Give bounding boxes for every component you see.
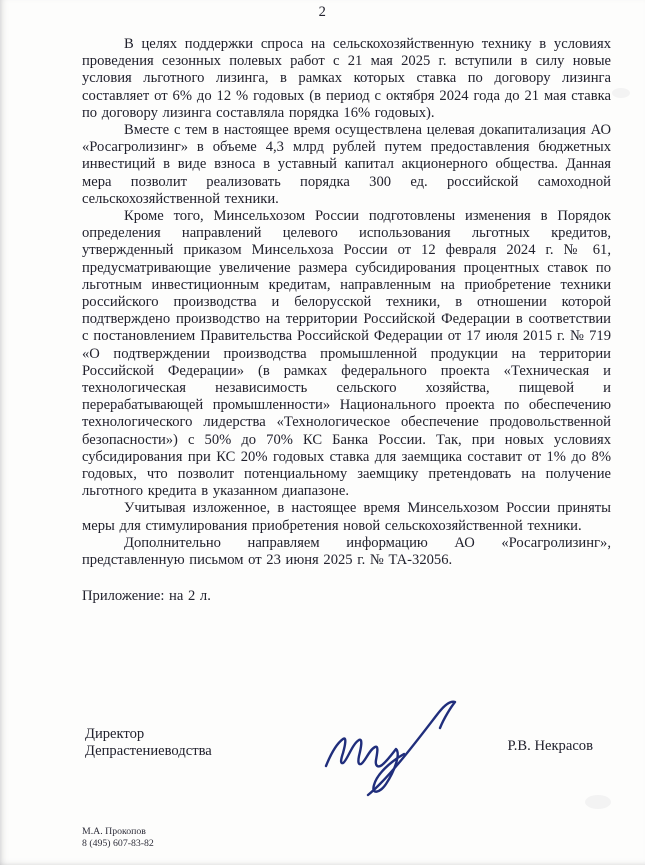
scan-smudge — [612, 88, 630, 98]
letter-body — [82, 36, 611, 606]
executor-phone: 8 (495) 607-83-82 — [82, 837, 154, 849]
attachment-note: Приложение: на 2 л. — [82, 588, 211, 605]
executor-footer — [82, 826, 154, 849]
body-paragraph: Учитывая изложенное, в настоящее время Минсельхозом России приняты меры для стимулирования приобретения новой сельскохозяйственной техники. — [82, 500, 611, 534]
body-paragraph: Вместе с тем в настоящее время осуществлена целевая докапитализация АО «Росагролизинг» в объеме 4,3 млрд рублей путем предоставления бюджетных инвестиций в виде взноса в уставный капитал акционерного общества. Данная мера позволит реализовать порядка 300 ед. российской самоходной сельскохозяйственной техники. — [82, 122, 611, 207]
signer-name: Р.В. Некрасов — [507, 738, 593, 754]
signer-position-line1: Директор — [85, 726, 145, 742]
executor-name: М.А. Прокопов — [82, 826, 146, 837]
signer-position — [85, 726, 212, 760]
signer-position-line2: Депрастениеводства — [85, 743, 212, 759]
page-number: 2 — [318, 4, 327, 20]
scan-smudge — [585, 795, 611, 809]
body-paragraph: Дополнительно направляем информацию АО «Росагролизинг», представленную письмом от 23 июня 2025 г. № ТА-32056. — [82, 534, 611, 569]
body-paragraph: Кроме того, Минсельхозом России подготовлены изменения в Порядок определения направлений целевого использования льготных кредитов, утвержденный приказом Минсельхоза России от 12 февраля 2024 г. № 61, предусматривающие увеличение размера субсидирования процентных ставок по льготным инвестиционным кредитам, направленным на приобретение техники российского производства и белорусской техники, в отношении которой подтверждено производство на территории Российской Федерации в соответствии с постановлением Правительства Российской Федерации от 17 июля 2015 г. № 719 «О подтверждении производства промышленной продукции на территории Российской Федерации» (в рамках федерального проекта «Техническая и технологическая независимость сельского хозяйства, пищевой и перерабатывающей промышленности» Национального проекта по обеспечению технологического лидерства «Технологическое обеспечение продовольственной безопасности») с 50% до 70% КС Банка России. Так, при новых условиях субсидирования при КС 20% годовых ставка для заемщика составит от 1% до 8% годовых, что позволит потенциальному заемщику претендовать на получение льготного кредита в указанном диапазоне. — [82, 208, 611, 500]
body-paragraph: В целях поддержки спроса на сельскохозяйственную технику в условиях проведения сезонных полевых работ с 21 мая 2025 г. вступили в силу новые условия льготного лизинга, в рамках которых ставка по договору лизинга составляет от 6% до 12 % годовых (в период с октября 2024 года до 21 мая ставка по договору лизинга составляла порядка 16% годовых). — [82, 36, 611, 121]
handwritten-signature-icon — [316, 694, 468, 804]
